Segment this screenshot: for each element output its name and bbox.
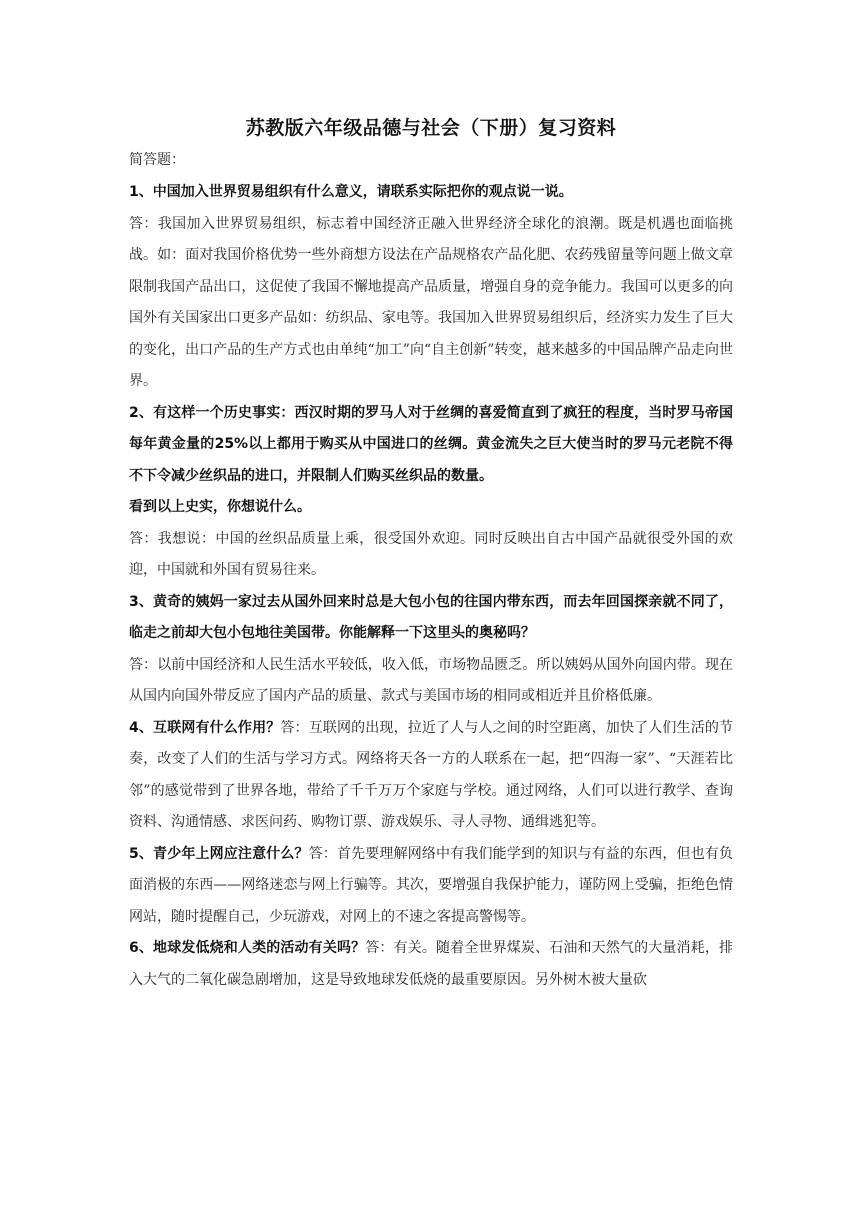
question-2-prompt: 2、有这样一个历史事实：西汉时期的罗马人对于丝绸的喜爱简直到了疯狂的程度，当时罗马帝国每年黄金量的25%以上都用于购买从中国进口的丝绸。黄金流失之巨大使当时的罗马元老院不得不下令减少丝织品的进口，并限制人们购买丝织品的数量。 bbox=[129, 404, 733, 484]
answer-2-text bbox=[129, 524, 733, 587]
answer-3-text bbox=[129, 650, 733, 713]
answer-5: 答：首先要理解网络中有我们能学到的知识与有益的东西，但也有负面消极的东西——网络迷恋与网上行骗等。其次，要增强自我保护能力，谨防网上受骗，拒绝色情网站，随时提醒自己，少玩游戏，对网上的不速之客提高警惕等。 bbox=[129, 845, 734, 925]
question-1-prompt: 1、中国加入世界贸易组织有什么意义，请联系实际把你的观点说一说。 bbox=[129, 184, 573, 200]
question-2 bbox=[129, 398, 733, 587]
question-5 bbox=[129, 839, 733, 934]
question-6 bbox=[129, 933, 733, 996]
question-6-text bbox=[129, 933, 733, 996]
question-3-text bbox=[129, 587, 733, 650]
question-2-followup-text: 看到以上史实，你想说什么。 bbox=[129, 499, 311, 515]
question-2-followup bbox=[129, 492, 733, 524]
section-label: 简答题： bbox=[129, 152, 185, 168]
question-5-prompt: 5、青少年上网应注意什么？ bbox=[129, 845, 309, 862]
question-4-text bbox=[129, 713, 733, 839]
question-1-text bbox=[129, 177, 733, 209]
document-body bbox=[129, 113, 733, 996]
answer-1-text bbox=[129, 209, 733, 398]
answer-6: 答：有关。随着全世界煤炭、石油和天然气的大量消耗，排入大气的二氧化碳急剧增加，这是导致地球发低烧的最重要原因。另外树木被大量砍 bbox=[129, 940, 733, 988]
answer-1: 答：我国加入世界贸易组织，标志着中国经济正融入世界经济全球化的浪潮。既是机遇也面临挑战。如：面对我国价格优势一些外商想方设法在产品规格农产品化肥、农药残留量等问题上做文章限制我国产品出口，这促使了我国不懈地提高产品质量，增强自身的竞争能力。我国可以更多的向国外有关国家出口更多产品如：纺织品、家电等。我国加入世界贸易组织后，经济实力发生了巨大的变化，出口产品的生产方式也由单纯“加工”向“自主创新”转变，越来越多的中国品牌产品走向世界。 bbox=[129, 215, 733, 389]
question-3-prompt: 3、黄奇的姨妈一家过去从国外回来时总是大包小包的往国内带东西，而去年回国探亲就不同了，临走之前却大包小包地往美国带。你能解释一下这里头的奥秘吗？ bbox=[129, 593, 733, 641]
question-4-prompt: 4、互联网有什么作用？ bbox=[129, 719, 281, 736]
question-5-text bbox=[129, 839, 733, 934]
answer-4: 答：互联网的出现，拉近了人与人之间的时空距离，加快了人们生活的节奏，改变了人们的生活与学习方式。网络将天各一方的人联系在一起，把“四海一家”、“天涯若比邻”的感觉带到了世界各地，带给了千千万万个家庭与学校。通过网络，人们可以进行教学、查询资料、沟通情感、求医问药、购物订票、游戏娱乐、寻人寻物、通缉逃犯等。 bbox=[129, 719, 734, 830]
question-4 bbox=[129, 713, 733, 839]
answer-2: 答：我想说：中国的丝织品质量上乘，很受国外欢迎。同时反映出自古中国产品就很受外国的欢迎，中国就和外国有贸易往来。 bbox=[129, 530, 733, 578]
document-title: 苏教版六年级品德与社会（下册）复习资料 bbox=[245, 117, 617, 139]
question-2-text bbox=[129, 398, 733, 493]
question-3 bbox=[129, 587, 733, 713]
question-1 bbox=[129, 177, 733, 398]
question-6-prompt: 6、地球发低烧和人类的活动有关吗？ bbox=[129, 940, 366, 956]
answer-3: 答：以前中国经济和人民生活水平较低，收入低，市场物品匮乏。所以姨妈从国外向国内带。现在从国内向国外带反应了国内产品的质量、款式与美国市场的相同或相近并且价格低廉。 bbox=[129, 656, 733, 704]
